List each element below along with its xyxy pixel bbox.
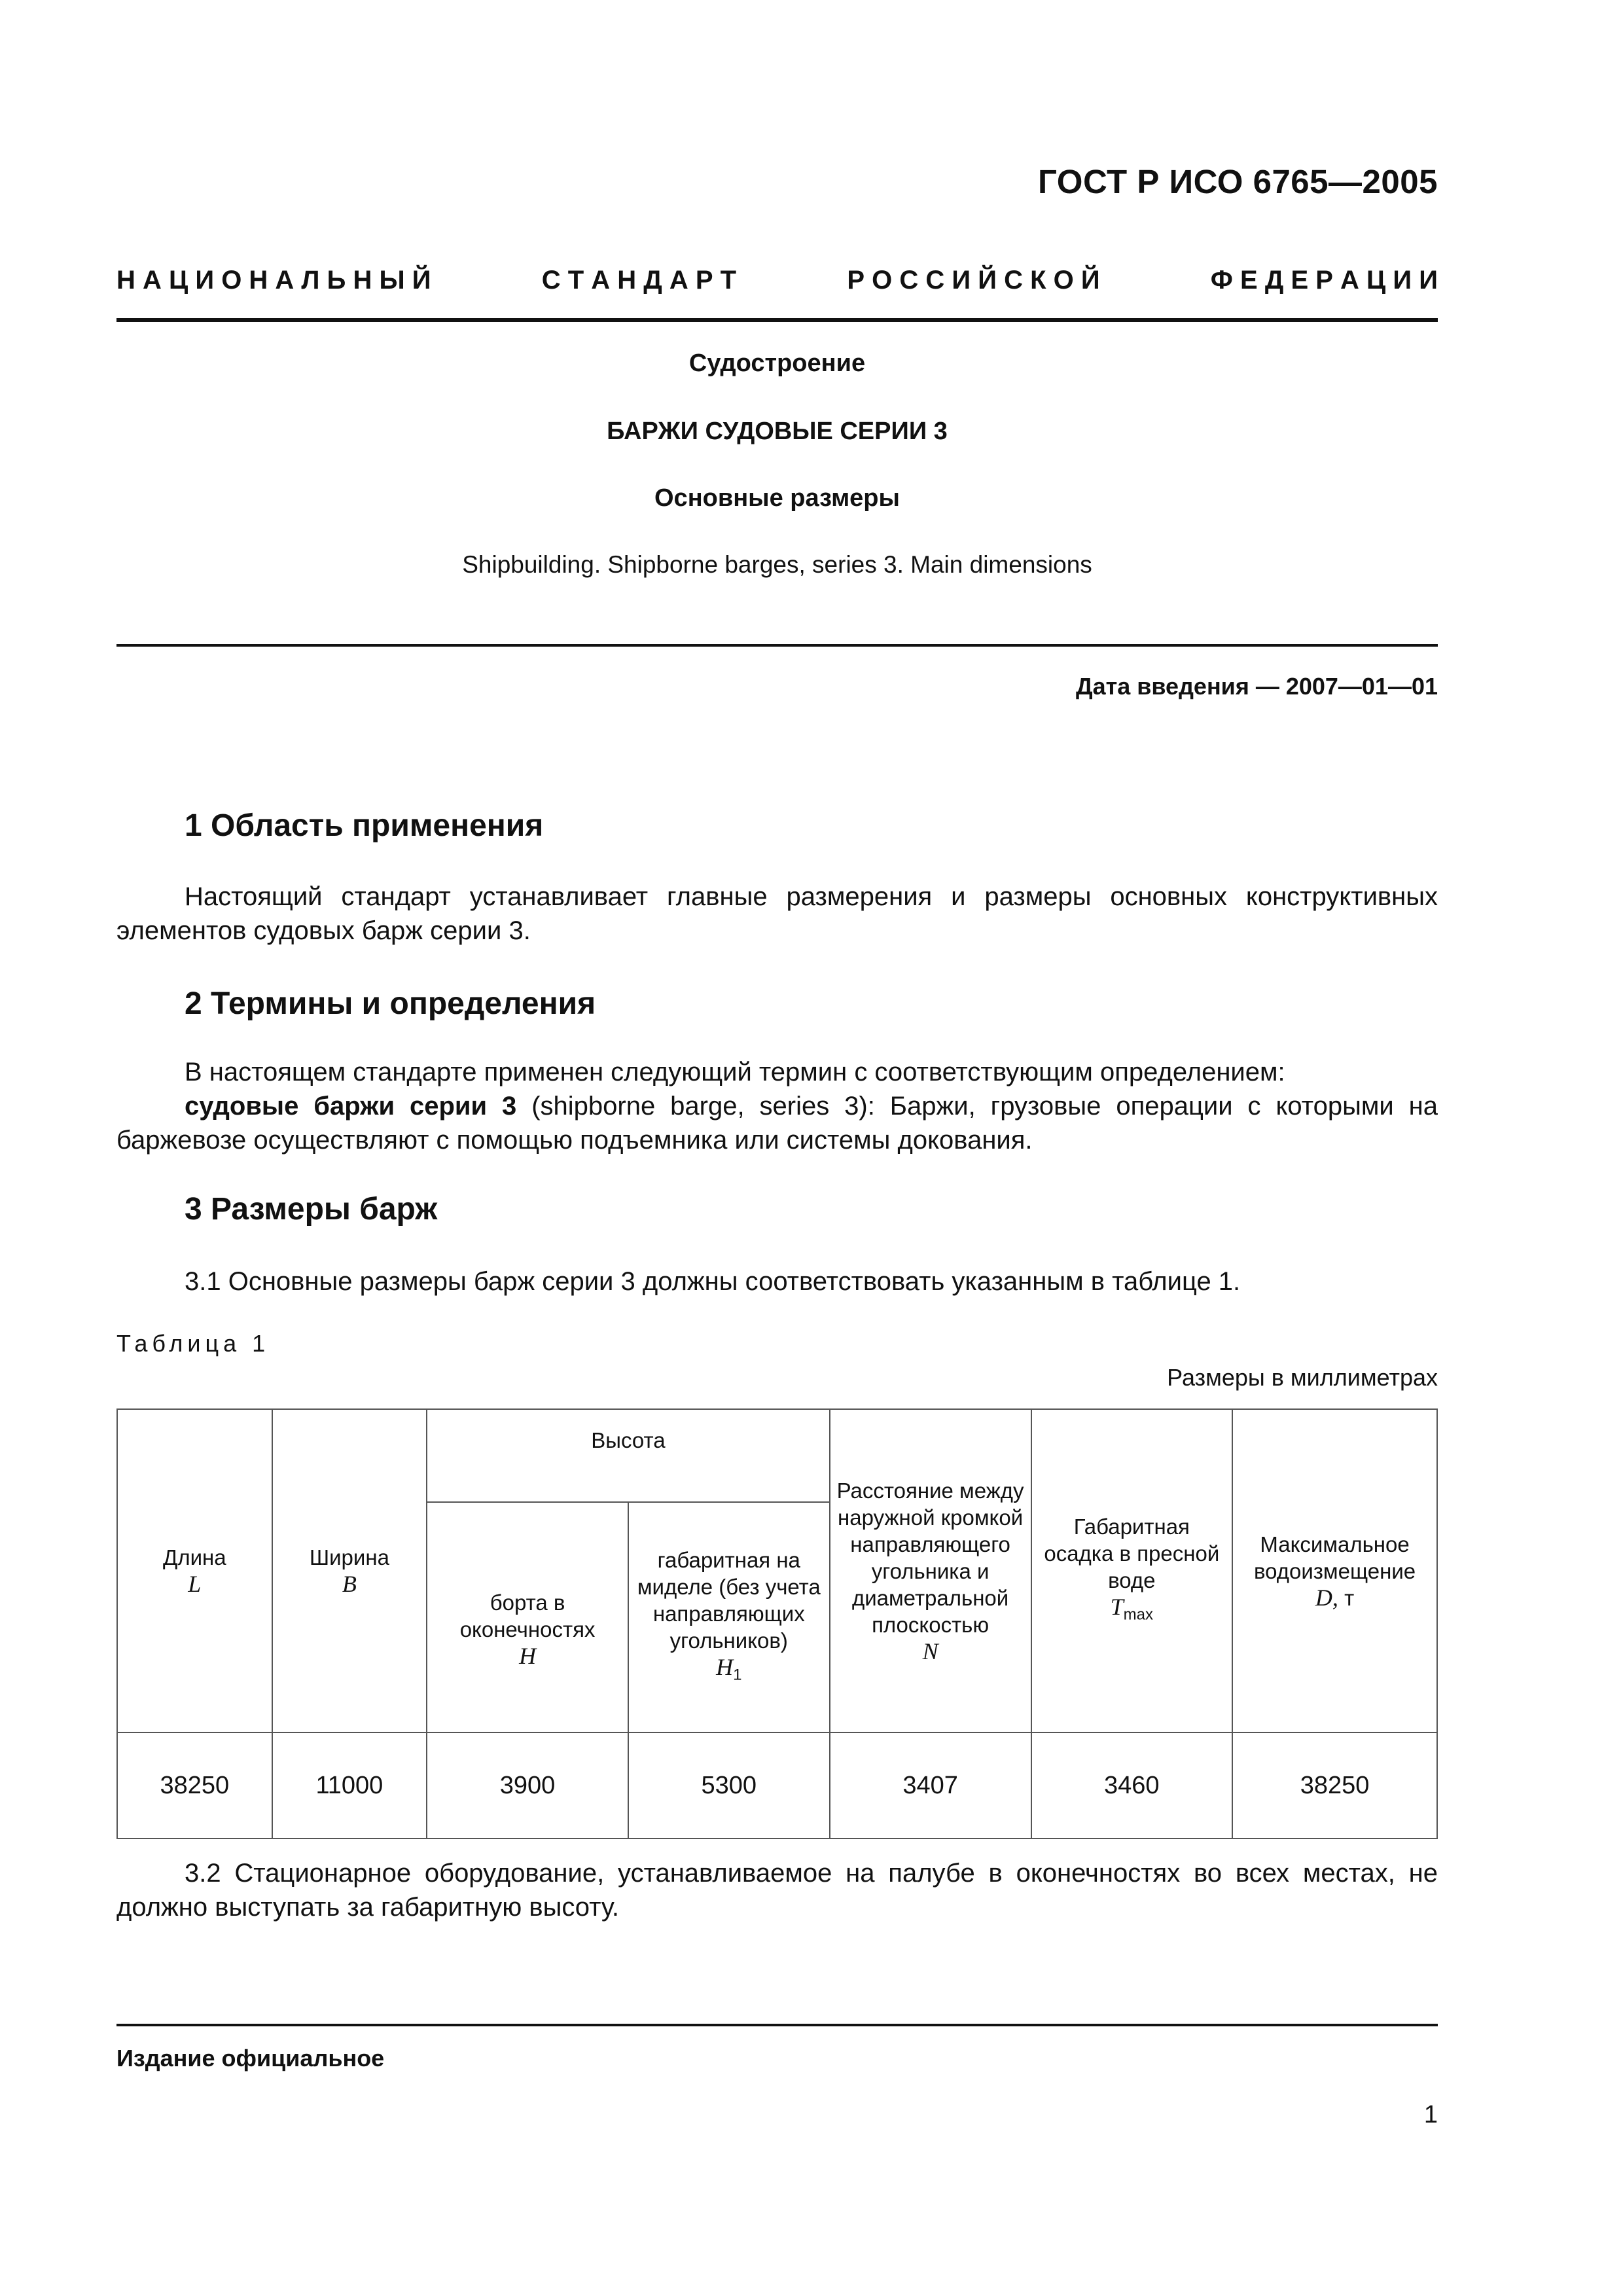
table-caption: Таблица 1 xyxy=(116,1330,270,1357)
official-edition-label: Издание официальное xyxy=(116,2045,385,2072)
section-1-body: Настоящий стандарт устанавливает главные размерения и размеры основных конструктивных элементов судовых барж серии 3. xyxy=(116,882,1438,945)
value-distance: 3407 xyxy=(830,1732,1031,1839)
value-width: 11000 xyxy=(272,1732,427,1839)
section-3-heading: 3 Размеры барж xyxy=(185,1192,438,1227)
header-length: Длина L xyxy=(117,1409,272,1732)
dimensions-table xyxy=(116,1408,1438,1839)
section-2-intro: В настоящем стандарте применен следующий термин с соответствующим определением: xyxy=(185,1058,1285,1086)
value-displacement: 38250 xyxy=(1232,1732,1437,1839)
clause-3-1: 3.1 Основные размеры барж серии 3 должны соответствовать указанным в таблице 1. xyxy=(185,1267,1241,1296)
standard-number: ГОСТ Р ИСО 6765—2005 xyxy=(1038,163,1438,200)
section-2-heading: 2 Термины и определения xyxy=(185,986,596,1021)
section-1-text xyxy=(116,880,1438,948)
section-2-line1 xyxy=(116,1055,1438,1089)
header-height: Высота xyxy=(427,1409,829,1502)
subject-heading: Судостроение xyxy=(688,350,866,377)
term-definition: (shipborne barge, series 3): Баржи, грузовые операции с которыми на баржевозе осуществляют с помощью подъемника или системы докования. xyxy=(116,1092,1438,1155)
introduction-date: Дата введения — 2007—01—01 xyxy=(1075,673,1438,700)
header-side-height: борта в оконечностях H xyxy=(427,1502,628,1732)
table-units: Размеры в миллиметрах xyxy=(1167,1364,1438,1391)
header-overall-height: габаритная на миделе (без учета направляющих угольников) $H_1$ xyxy=(628,1502,830,1732)
section-2-definition xyxy=(116,1089,1438,1157)
page-number: 1 xyxy=(1423,2101,1438,2128)
value-side-height: 3900 xyxy=(427,1732,628,1839)
english-title: Shipbuilding. Shipborne barges, series 3. Main dimensions xyxy=(462,551,1092,578)
banner-word: С Т А Н Д А Р Т xyxy=(541,266,737,295)
document-subtitle: Основные размеры xyxy=(654,484,900,512)
banner-word: Р О С С И Й С К О Й xyxy=(847,266,1100,295)
document-title: БАРЖИ СУДОВЫЕ СЕРИИ 3 xyxy=(607,418,948,445)
header-distance: Расстояние между наружной кромкой направляющего угольника и диаметральной плоскостью N xyxy=(830,1409,1031,1732)
value-overall-height: 5300 xyxy=(628,1732,830,1839)
section-1-heading: 1 Область применения xyxy=(185,808,544,843)
value-length: 38250 xyxy=(117,1732,272,1839)
header-displacement: Максимальное водоизмещение D, т xyxy=(1232,1409,1437,1732)
section-3-1-text xyxy=(116,1265,1438,1299)
clause-3-2: 3.2 Стационарное оборудование, устанавливаемое на палубе в оконечностях во всех местах, не должно выступать за габаритную высоту. xyxy=(116,1859,1438,1922)
value-draught: 3460 xyxy=(1031,1732,1233,1839)
national-standard-banner xyxy=(116,266,1438,295)
header-draught: Габаритная осадка в пресной воде $T_{max}$ xyxy=(1031,1409,1233,1732)
footer-rule xyxy=(116,2024,1438,2026)
section-3-2-text xyxy=(116,1856,1438,1924)
defined-term: судовые баржи серии 3 xyxy=(185,1092,517,1121)
title-rule xyxy=(116,644,1438,647)
section-2-text xyxy=(116,1055,1438,1157)
banner-word: Н А Ц И О Н А Л Ь Н Ы Й xyxy=(116,266,431,295)
banner-word: Ф Е Д Е Р А Ц И И xyxy=(1210,266,1438,295)
header-width: Ширина B xyxy=(272,1409,427,1732)
header-rule xyxy=(116,318,1438,322)
